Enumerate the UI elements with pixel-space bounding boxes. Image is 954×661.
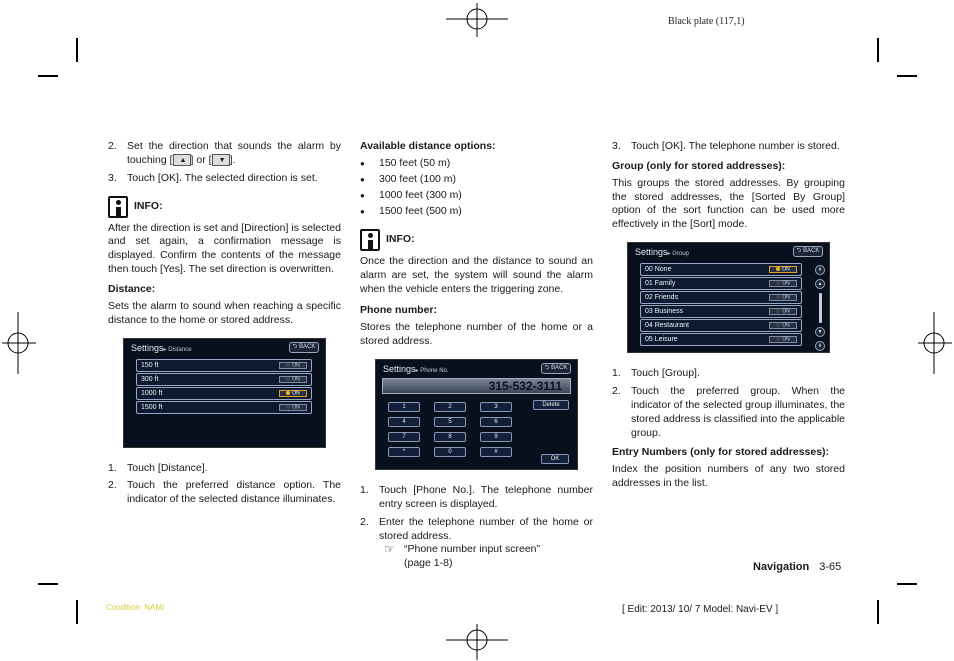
plate-label: Black plate (117,1)	[668, 16, 745, 27]
list-item	[108, 140, 341, 168]
list-item: 1. Touch [Phone No.]. The telephone number entry screen is displayed.	[360, 484, 593, 510]
distance-option[interactable]: 1000 ft ON	[136, 387, 312, 400]
distance-option[interactable]: 300 ft ON	[136, 373, 312, 386]
key-star[interactable]: *	[388, 447, 420, 457]
crop-mark	[877, 38, 879, 62]
registration-mark-bottom	[446, 624, 508, 660]
group-option[interactable]: 03 Business ON	[640, 305, 802, 318]
distance-options	[136, 359, 312, 415]
group-option[interactable]: 05 Leisure ON	[640, 333, 802, 346]
phone-heading: Phone number:	[360, 304, 438, 317]
list-item: ● 150 feet (50 m)	[360, 156, 451, 169]
scroll-track[interactable]	[819, 293, 822, 323]
registration-mark-left	[2, 312, 36, 374]
registration-mark-top	[446, 3, 508, 37]
distance-screen	[123, 338, 326, 448]
indicator-icon	[776, 267, 780, 271]
steps-group	[612, 367, 845, 440]
info-icon	[360, 229, 380, 251]
arrow-down-button-icon: ▼	[212, 154, 230, 166]
list-item: ● 1000 feet (300 m)	[360, 188, 462, 201]
key-7[interactable]: 7	[388, 432, 420, 442]
group-screen	[627, 242, 830, 353]
crop-mark	[76, 38, 78, 62]
key-9[interactable]: 9	[480, 432, 512, 442]
entry-numbers-heading: Entry Numbers (only for stored addresses):	[612, 446, 830, 459]
key-3[interactable]: 3	[480, 402, 512, 412]
distance-option[interactable]: 1500 ft ON	[136, 401, 312, 414]
distance-options-list	[360, 157, 593, 219]
screen-title: Settings▸ Phone No.	[383, 364, 449, 375]
section-name: Navigation	[753, 561, 810, 573]
reference-hand-icon: ☞	[384, 542, 395, 557]
crop-mark	[897, 583, 917, 585]
steps-direction	[108, 140, 341, 186]
crop-mark	[877, 600, 879, 624]
column-1	[108, 140, 341, 511]
scrollbar[interactable]	[815, 265, 825, 349]
arrow-up-button-icon: ▲	[173, 154, 191, 166]
key-8[interactable]: 8	[434, 432, 466, 442]
scroll-up-icon[interactable]: ▲	[815, 279, 825, 289]
column-2	[360, 140, 593, 571]
indicator-icon	[776, 309, 780, 313]
group-option[interactable]: 01 Family ON	[640, 277, 802, 290]
distance-text: Sets the alarm to sound when reaching a specific distance to the home or stored address.	[108, 299, 341, 326]
info-label: INFO:	[134, 199, 163, 212]
back-button[interactable]: ⮌ BACK	[793, 246, 823, 257]
group-option[interactable]: 02 Friends ON	[640, 291, 802, 304]
list-item: 1. Touch [Distance].	[108, 461, 208, 474]
edit-info: [ Edit: 2013/ 10/ 7 Model: Navi-EV ]	[622, 604, 779, 615]
phone-number-screen	[375, 359, 578, 470]
info-text: After the direction is set and [Direction] is selected and set again, a confirmation message is displayed. Confirm the contents of the message then touch [Yes]. The set direction is overwritten.	[108, 221, 341, 276]
indicator-icon	[776, 295, 780, 299]
info-icon	[108, 196, 128, 218]
indicator-icon	[776, 323, 780, 327]
distance-heading: Distance:	[108, 283, 156, 296]
group-option[interactable]: 00 None ON	[640, 263, 802, 276]
step-text: Touch [OK]. The selected direction is set.	[127, 171, 318, 184]
group-option[interactable]: 04 Restaurant ON	[640, 319, 802, 332]
delete-button[interactable]: Delete	[533, 400, 569, 410]
indicator-icon	[776, 281, 780, 285]
options-heading: Available distance options:	[360, 140, 496, 152]
key-1[interactable]: 1	[388, 402, 420, 412]
key-5[interactable]: 5	[434, 417, 466, 427]
scroll-down-icon[interactable]: ▼	[815, 327, 825, 337]
ok-button[interactable]: OK	[541, 454, 569, 464]
entry-numbers-text: Index the position numbers of any two stored addresses in the list.	[612, 463, 845, 490]
group-heading: Group (only for stored addresses):	[612, 159, 786, 172]
info-header	[108, 196, 341, 218]
list-item: ● 1500 feet (500 m)	[360, 204, 462, 217]
steps-phone-end	[612, 140, 845, 154]
info-header	[360, 229, 593, 251]
back-button[interactable]: ⮌ BACK	[541, 363, 571, 374]
indicator-icon	[286, 391, 290, 395]
info-text: Once the direction and the distance to sound an alarm are set, the system will sound the alarm when the vehicle enters the triggering zone.	[360, 254, 593, 295]
step-number: 3.	[108, 171, 117, 184]
screen-title: Settings▸ Group	[635, 247, 689, 258]
page-number: 3-65	[819, 561, 842, 573]
list-item	[108, 172, 341, 186]
screen-title: Settings▸ Distance	[131, 342, 192, 353]
distance-option[interactable]: 150 ft ON	[136, 359, 312, 372]
steps-phone	[360, 484, 593, 543]
key-6[interactable]: 6	[480, 417, 512, 427]
key-4[interactable]: 4	[388, 417, 420, 427]
indicator-icon	[286, 377, 290, 381]
phone-text: Stores the telephone number of the home or a stored address.	[360, 321, 593, 348]
list-item: 3. Touch [OK]. The telephone number is stored.	[612, 140, 840, 152]
indicator-icon	[776, 337, 780, 341]
step-number: 2.	[108, 140, 117, 152]
page-down-icon[interactable]: ⇟	[815, 341, 825, 351]
list-item: ● 300 feet (100 m)	[360, 172, 457, 185]
list-item: 1. Touch [Group].	[612, 367, 700, 380]
list-item: 2. Touch the preferred distance option. The indicator of the selected distance illuminates.	[108, 479, 341, 506]
registration-mark-right	[918, 312, 952, 374]
crop-mark	[897, 75, 917, 77]
back-button[interactable]: ⮌ BACK	[289, 342, 319, 353]
indicator-icon	[286, 405, 290, 409]
key-2[interactable]: 2	[434, 402, 466, 412]
group-text: This groups the stored addresses. By grouping the stored addresses, the [Sorted By Group] option of the sort function can be used more effectively in the [Sort] mode.	[612, 176, 845, 231]
crop-mark	[38, 75, 58, 77]
keypad	[388, 402, 512, 457]
column-3	[612, 140, 845, 491]
crop-mark	[76, 600, 78, 624]
page-up-icon[interactable]: ⇞	[815, 265, 825, 275]
crop-mark	[38, 583, 58, 585]
info-label: INFO:	[386, 232, 415, 245]
key-hash[interactable]: #	[480, 447, 512, 457]
steps-distance	[108, 462, 341, 508]
reference-page: (page 1-8)	[404, 557, 453, 570]
step-text: Set the direction that sounds the alarm by touching [ ▲ ] or [ ▼ ].	[127, 140, 341, 166]
page-reference	[384, 543, 593, 571]
key-0[interactable]: 0	[434, 447, 466, 457]
reference-text: “Phone number input screen”	[404, 543, 540, 556]
phone-number-display: 315-532-3111	[382, 378, 571, 394]
condition-label: Condition: NAM/	[106, 603, 165, 612]
list-item: 2. Enter the telephone number of the home or stored address.	[360, 515, 593, 542]
group-options	[640, 263, 802, 347]
page-footer	[753, 560, 841, 575]
list-item: 2. Touch the preferred group. When the indicator of the selected group illuminates, the stored address is classified into the applicable group.	[612, 385, 845, 439]
indicator-icon	[286, 363, 290, 367]
